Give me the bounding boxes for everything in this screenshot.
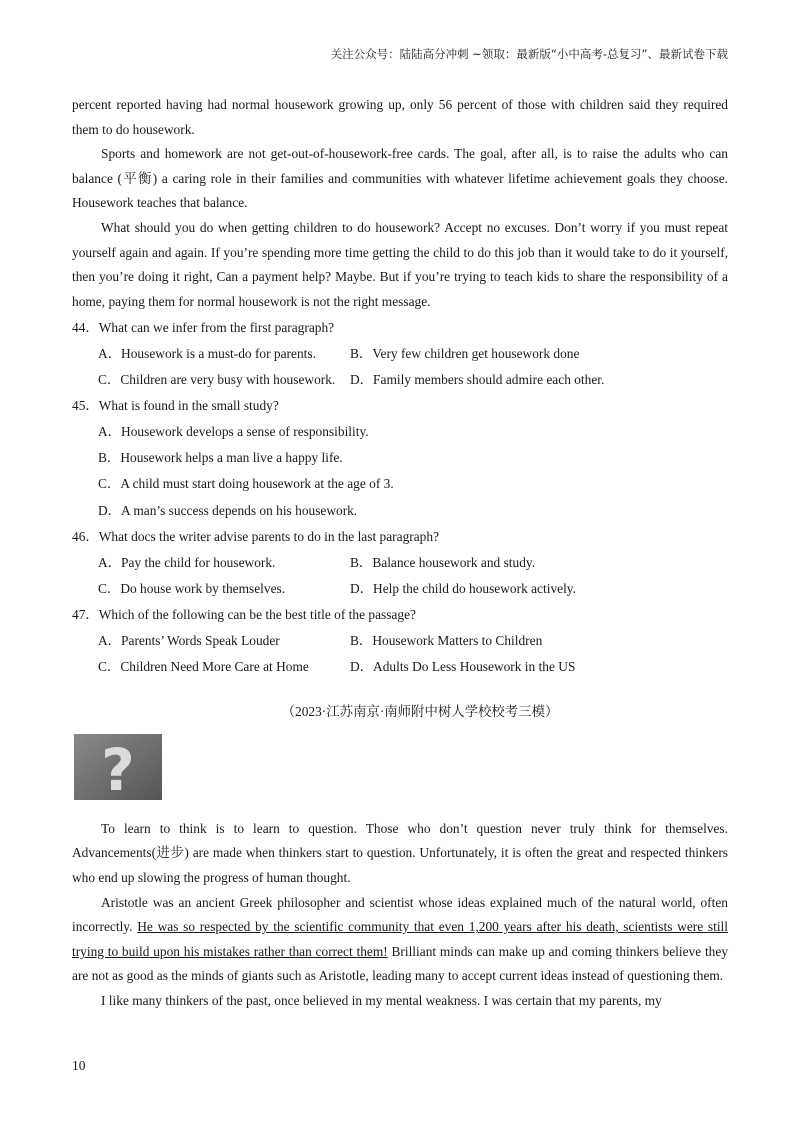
options-row xyxy=(98,655,728,680)
paragraph-sports-homework: Sports and homework are not get-out-of-housework-free cards. The goal, after all, is to raise the adults who can balance (平衡) a caring role in their families and communities with whatever lifetime achievement goals they choose. Housework teaches that balance. xyxy=(72,146,728,211)
source-line: （2023·江苏南京·南师附中树人学校校考三模） xyxy=(281,703,559,719)
question-44 xyxy=(72,316,728,393)
question-stem: 46．What docs the writer advise parents to do in the last paragraph? xyxy=(72,528,440,544)
aristotle-text-end: Brilliant minds can make up and coming thinkers believe they are not as good as the minds of giants such as Aristotle, leading many to accept current ideas instead of questioning them. xyxy=(72,943,729,984)
paragraph-learn-to-think: To learn to think is to learn to question. Those who don’t question never truly think for themselves. Advancements(进步) are made when thinkers start to question. Unfortunately, it is often the great and respected thinkers who end up slowing the progress of human thought. xyxy=(72,820,728,886)
question-mark-image-icon xyxy=(74,734,162,800)
question-45 xyxy=(72,394,728,523)
paragraph-what-should-you-do: What should you do when getting children to do housework? Accept no excuses. Don’t worry if you must repeat yourself again and again. If you’re spending more time getting the child to do this job than it would take to do it yourself, then you’re doing it right, Can a payment help? Maybe. But if you’re trying to teach kids to share the responsibility of a home, paying them for normal housework is not the right message. xyxy=(72,219,728,309)
option-a: A．Housework is a must-do for parents. xyxy=(98,345,316,361)
question-stem: 45．What is found in the small study? xyxy=(72,398,279,414)
underlined-sentence: He was so respected by the scientific community that even 1,200 years after his death, scientists were still trying to build upon his mistakes rather than correct them! xyxy=(72,919,728,959)
option-c: C．Children are very busy with housework. xyxy=(98,372,336,388)
option-b: B．Balance housework and study. xyxy=(350,554,536,570)
option-c: C．Do house work by themselves. xyxy=(98,580,286,596)
options-row xyxy=(98,342,728,367)
option-c: C．A child must start doing housework at the age of 3. xyxy=(98,476,394,492)
question-mark-symbol: ? xyxy=(101,736,135,801)
option-a: A．Pay the child for housework. xyxy=(98,554,276,570)
page-header: 关注公众号：陆陆高分冲刺 ~领取：最新版“小中高考-总复习”、最新试卷下载 xyxy=(330,47,728,61)
option-a: A．Parents’ Words Speak Louder xyxy=(98,632,280,648)
option-b: B．Housework Matters to Children xyxy=(350,632,543,648)
paragraph-thinkers-of-past: I like many thinkers of the past, once believed in my mental weakness. I was certain that my parents, my xyxy=(101,993,662,1008)
question-stem: 44．What can we infer from the first paragraph? xyxy=(72,319,335,335)
option-d: D．Adults Do Less Housework in the US xyxy=(350,659,576,675)
question-46 xyxy=(72,525,728,602)
option-d: D．Family members should admire each other. xyxy=(350,372,605,388)
options-row xyxy=(98,629,728,654)
options-row xyxy=(98,368,728,393)
option-b: B．Very few children get housework done xyxy=(350,345,580,361)
option-c: C．Children Need More Care at Home xyxy=(98,659,309,675)
question-stem: 47．Which of the following can be the best title of the passage? xyxy=(72,606,416,622)
option-d: D．A man’s success depends on his housework. xyxy=(98,502,358,518)
option-a: A．Housework develops a sense of responsibility. xyxy=(98,424,369,440)
paragraph-continued: percent reported having had normal housework growing up, only 56 percent of those with children said they required them to do housework. xyxy=(72,97,728,137)
option-b: B．Housework helps a man live a happy life. xyxy=(98,450,343,466)
option-d: D．Help the child do housework actively. xyxy=(350,580,576,596)
options-row xyxy=(98,551,728,576)
page-number: 10 xyxy=(72,1058,86,1073)
options-row xyxy=(98,577,728,602)
paragraph-aristotle xyxy=(72,891,728,989)
document-content xyxy=(72,93,728,1014)
aristotle-text-start: Aristotle was an ancient Greek philosopher and scientist whose ideas explained much of the natural world, often incorrectly. xyxy=(72,894,728,935)
question-47 xyxy=(72,603,728,680)
